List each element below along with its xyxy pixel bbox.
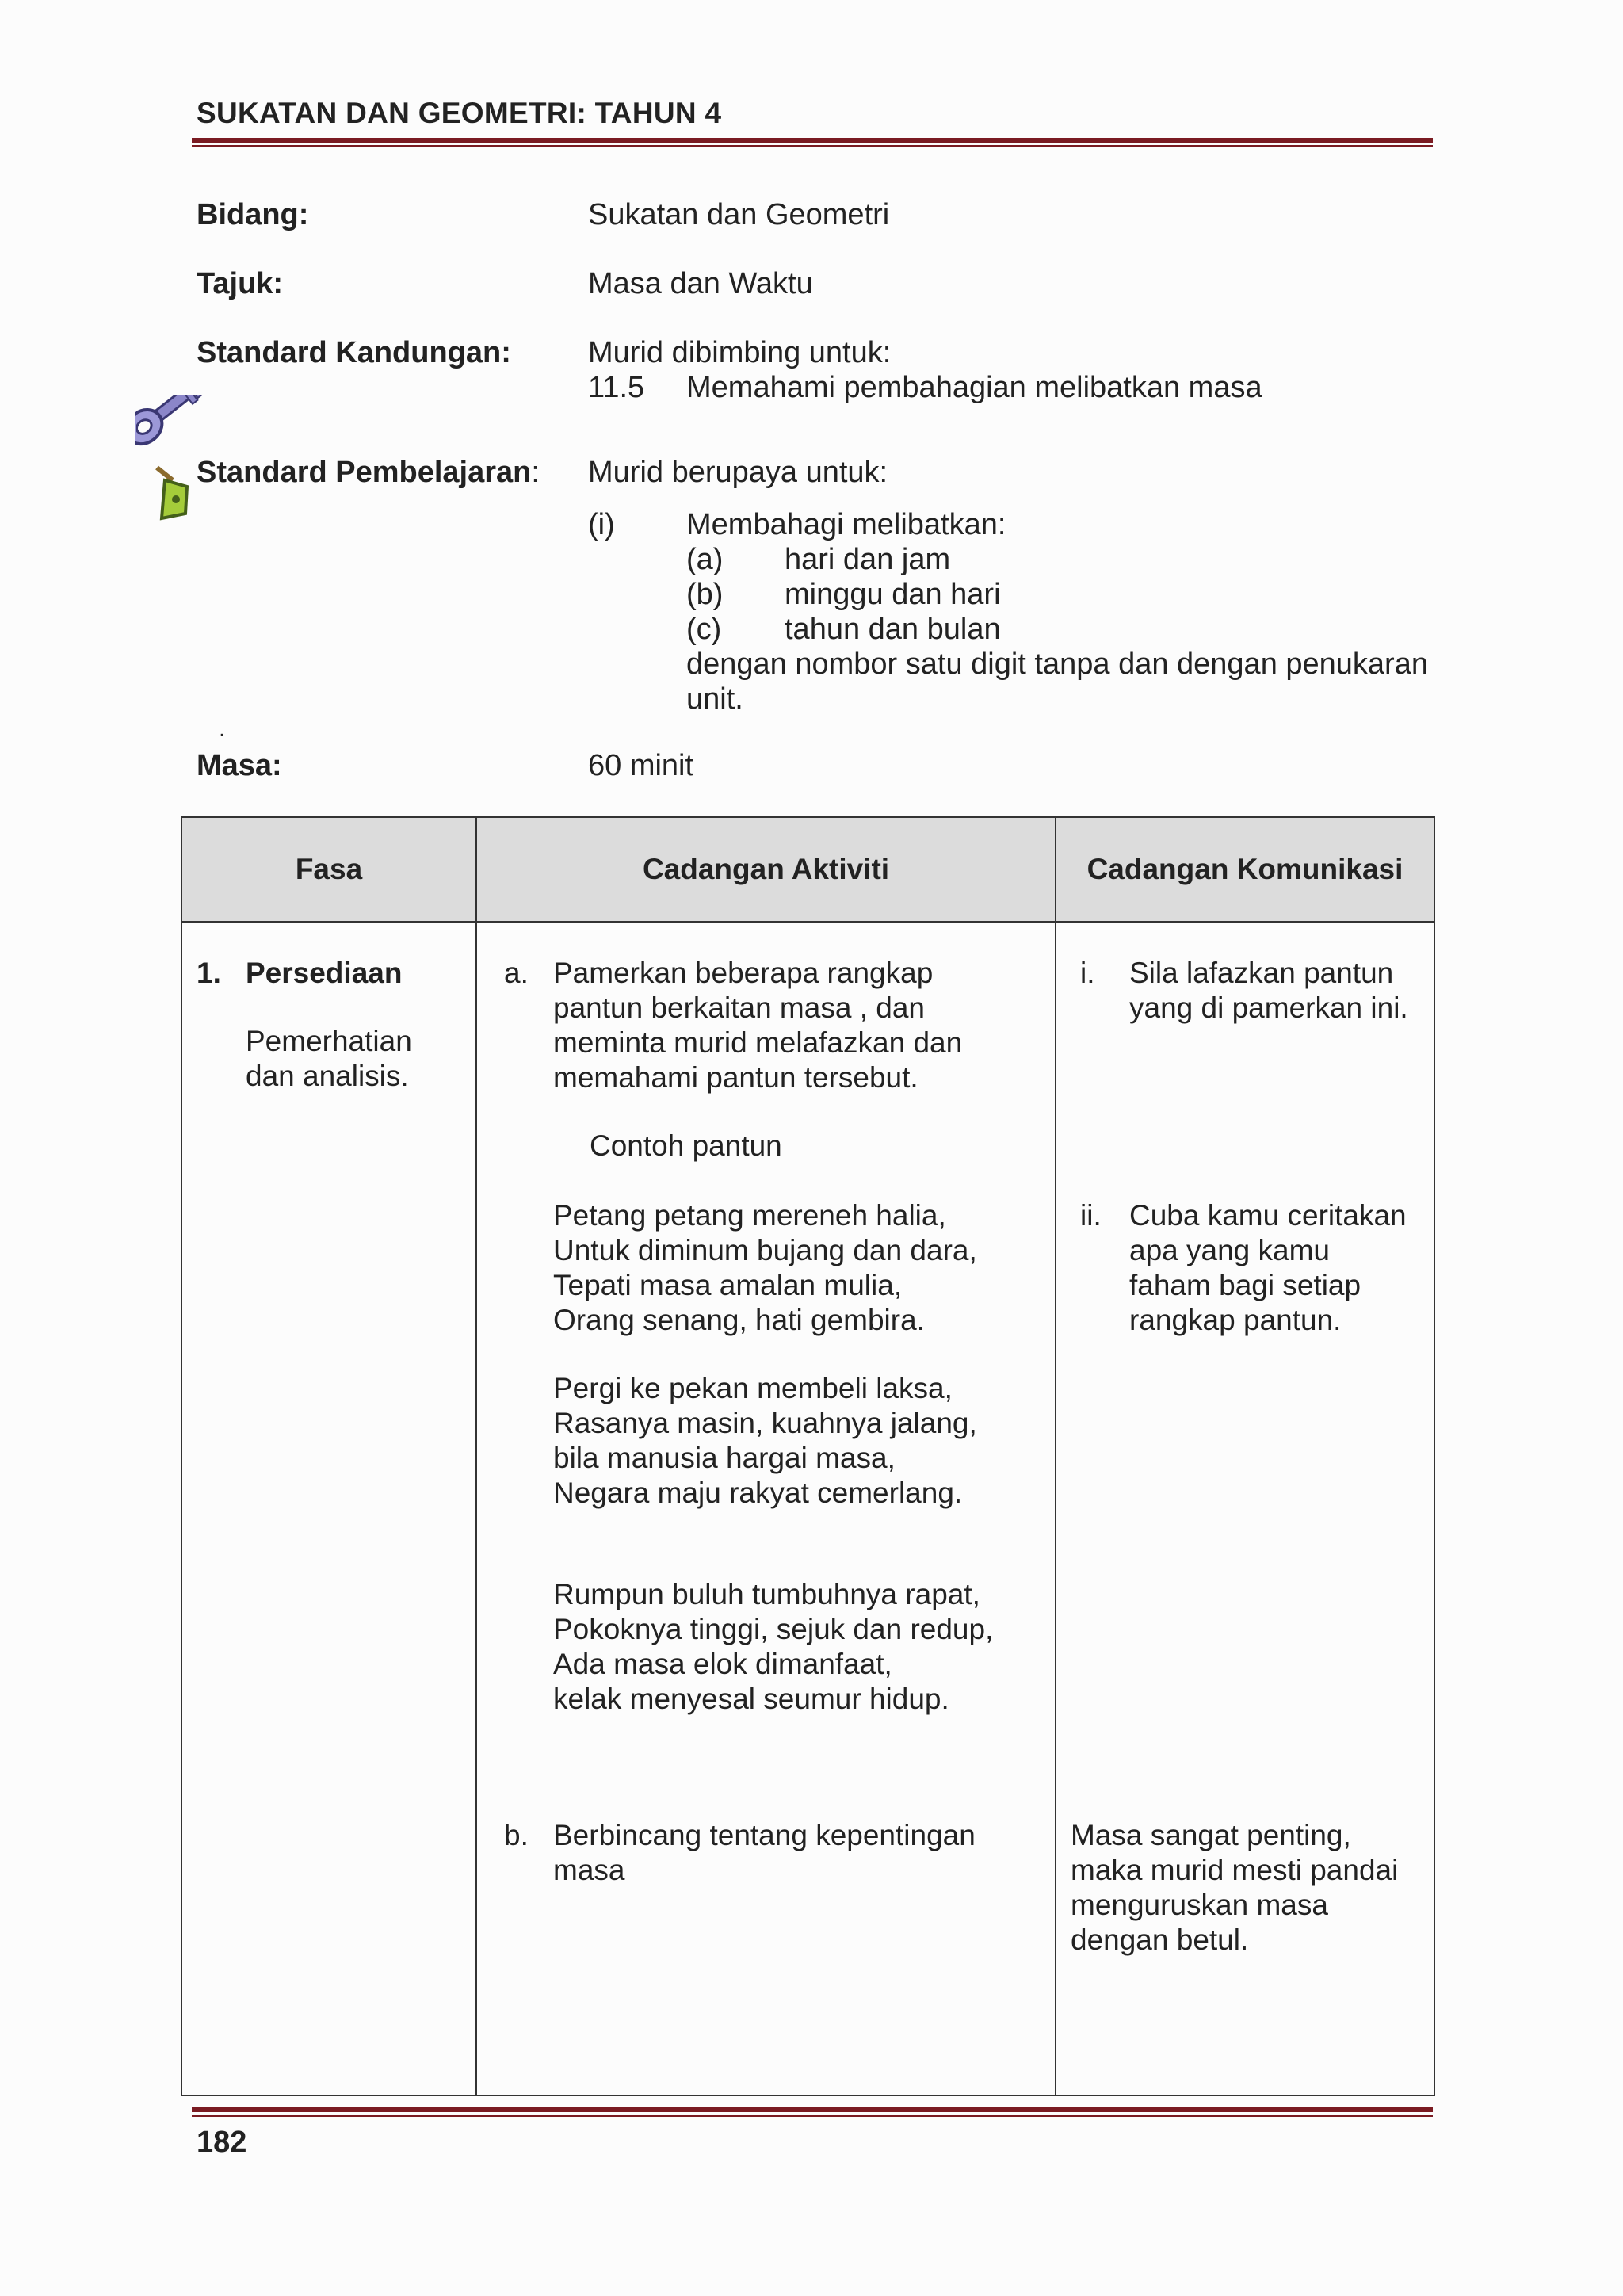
fasa-description: Pemerhatian: [246, 1025, 412, 1057]
pantun-1-line: Untuk diminum bujang dan dara,: [553, 1234, 977, 1266]
komunikasi-i-marker: i.: [1080, 957, 1095, 989]
standard-pembelajaran-label: [197, 455, 540, 490]
column-header-komunikasi: Cadangan Komunikasi: [1056, 818, 1434, 922]
pantun-3-line: kelak menyesal seumur hidup.: [553, 1683, 949, 1715]
column-header-aktiviti: Cadangan Aktiviti: [476, 818, 1056, 922]
aktiviti-a-marker: a.: [504, 957, 529, 989]
sp-sub-number: (b): [686, 578, 724, 611]
komunikasi-i-line: Sila lafazkan pantun: [1129, 957, 1394, 989]
stray-dot: .: [219, 716, 226, 742]
komunikasi-cell: [1056, 922, 1434, 2095]
pantun-1-line: Orang senang, hati gembira.: [553, 1304, 925, 1336]
komunikasi-i-line: yang di pamerkan ini.: [1129, 991, 1408, 1024]
fasa-cell: [182, 922, 476, 2095]
lesson-table: [181, 816, 1435, 2096]
masa-label: Masa:: [197, 749, 282, 782]
masa-value: 60 minit: [588, 749, 694, 782]
standard-kandungan-text: Memahami pembahagian melibatkan masa: [686, 371, 1262, 404]
pantun-1-line: Tepati masa amalan mulia,: [553, 1269, 903, 1301]
sp-tail-line: dengan nombor satu digit tanpa dan dengan penukaran: [686, 648, 1428, 681]
komunikasi-ii-line: apa yang kamu: [1129, 1234, 1331, 1266]
header-rule-top: [192, 138, 1433, 143]
sp-sub-text: tahun dan bulan: [785, 613, 1001, 646]
pantun-2-line: Rasanya masin, kuahnya jalang,: [553, 1407, 977, 1439]
aktiviti-a-line: meminta murid melafazkan dan: [553, 1026, 963, 1059]
pantun-1-line: Petang petang mereneh halia,: [553, 1199, 946, 1232]
standard-pembelajaran-intro: Murid berupaya untuk:: [588, 456, 888, 489]
bidang-label: Bidang:: [197, 198, 309, 231]
aktiviti-a-line: pantun berkaitan masa , dan: [553, 991, 925, 1024]
bidang-value: Sukatan dan Geometri: [588, 198, 890, 231]
aktiviti-a-line: memahami pantun tersebut.: [553, 1061, 918, 1094]
aktiviti-cell: [476, 922, 1056, 2095]
aktiviti-b-line: Berbincang tentang kepentingan: [553, 1819, 976, 1851]
pantun-3-line: Rumpun buluh tumbuhnya rapat,: [553, 1578, 980, 1610]
aktiviti-a-line: Pamerkan beberapa rangkap: [553, 957, 934, 989]
fasa-title: Persediaan: [246, 957, 403, 989]
footer-rule-bottom: [192, 2115, 1433, 2117]
pantun-2-line: bila manusia hargai masa,: [553, 1442, 896, 1474]
tajuk-value: Masa dan Waktu: [588, 267, 813, 300]
komunikasi-ii-line: rangkap pantun.: [1129, 1304, 1342, 1336]
standard-pembelajaran-label-text: Standard Pembelajaran: [197, 456, 532, 489]
column-header-fasa: Fasa: [182, 818, 476, 922]
sp-tail-line: unit.: [686, 682, 743, 716]
standard-kandungan-number: 11.5: [588, 371, 645, 404]
komunikasi-b-line: menguruskan masa: [1071, 1889, 1328, 1921]
page-header-title: SUKATAN DAN GEOMETRI: TAHUN 4: [197, 97, 722, 129]
sp-sub-text: hari dan jam: [785, 543, 951, 576]
header-rule-bottom: [192, 145, 1433, 147]
tajuk-label: Tajuk:: [197, 267, 284, 300]
sp-sub-number: (c): [686, 613, 722, 646]
pantun-3-line: Pokoknya tinggi, sejuk dan redup,: [553, 1613, 994, 1645]
pantun-3-line: Ada masa elok dimanfaat,: [553, 1648, 892, 1680]
sp-item-number: (i): [588, 508, 615, 541]
pantun-2-line: Pergi ke pekan membeli laksa,: [553, 1372, 953, 1404]
standard-kandungan-intro: Murid dibimbing untuk:: [588, 336, 892, 369]
sp-sub-text: minggu dan hari: [785, 578, 1001, 611]
page-number: 182: [197, 2126, 247, 2159]
standard-pembelajaran-colon: :: [531, 456, 540, 489]
aktiviti-b-marker: b.: [504, 1819, 529, 1851]
pantun-2-line: Negara maju rakyat cemerlang.: [553, 1477, 963, 1509]
fasa-number: 1.: [197, 957, 221, 989]
contoh-pantun-heading: Contoh pantun: [590, 1129, 782, 1162]
sp-sub-number: (a): [686, 543, 724, 576]
fasa-description: dan analisis.: [246, 1060, 409, 1092]
standard-kandungan-label: Standard Kandungan:: [197, 336, 511, 369]
komunikasi-ii-line: Cuba kamu ceritakan: [1129, 1199, 1407, 1232]
komunikasi-ii-marker: ii.: [1080, 1199, 1102, 1232]
sp-item-text: Membahagi melibatkan:: [686, 508, 1006, 541]
komunikasi-b-line: Masa sangat penting,: [1071, 1819, 1351, 1851]
komunikasi-ii-line: faham bagi setiap: [1129, 1269, 1361, 1301]
komunikasi-b-line: maka murid mesti pandai: [1071, 1854, 1399, 1886]
aktiviti-b-line: masa: [553, 1854, 625, 1886]
komunikasi-b-line: dengan betul.: [1071, 1924, 1249, 1956]
footer-rule-top: [192, 2107, 1433, 2112]
